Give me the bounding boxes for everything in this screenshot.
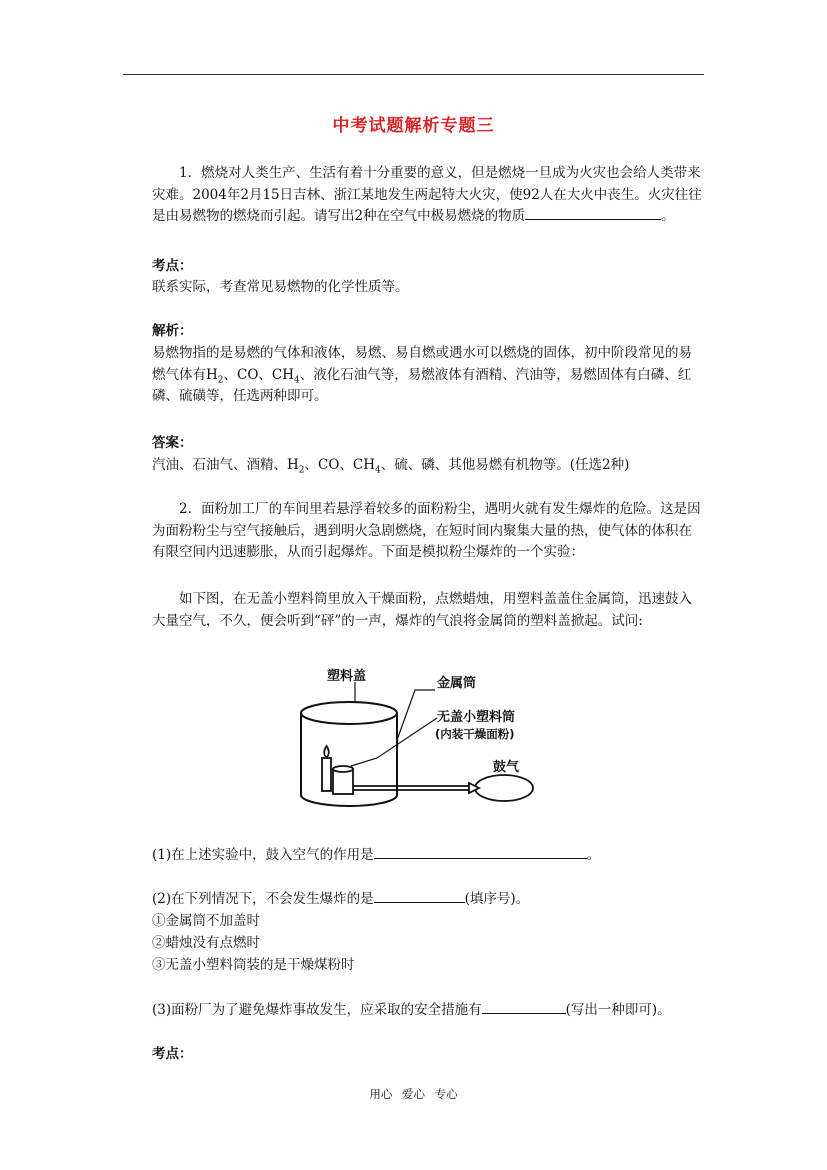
label-cup-note: (内装干燥面粉) [435, 727, 515, 741]
small-cup-shape [333, 766, 353, 794]
q1-kaodian-label: 考点： [152, 258, 193, 274]
experiment-figure [297, 660, 537, 820]
sub-question-2: (2)在下列情况下，不会发生爆炸的是 (填序号)。 [152, 891, 530, 907]
air-tube-shape [353, 775, 533, 801]
option-1: ①金属筒不加盖时 [152, 913, 260, 929]
sub-question-3: (3)面粉厂为了避免爆炸事故发生，应采取的安全措施有 (写出一种即可)。 [152, 1002, 671, 1018]
question-2-intro: 2．面粉加工厂的车间里若悬浮着较多的面粉粉尘，遇明火就有发生爆炸的危险。这是因为面粉粉尘与空气接触后，遇到明火急剧燃烧，在短时间内聚集大量的热，使气体的体积在有限空间内迅速膨胀，从而引起爆炸。下面是模拟粉尘爆炸的一个实验： [152, 501, 701, 560]
option-3: ③无盖小塑料筒装的是干燥煤粉时 [152, 957, 355, 973]
question-1: 1．燃烧对人类生产、生活有着十分重要的意义，但是燃烧一旦成为火灾也会给人类带来灾难。2004年2月15日吉林、浙江某地发生两起特大火灾，使92人在大火中丧生。火灾往往是由易燃物的燃烧而引起。请写出2种在空气中极易燃烧的物质 。 [152, 165, 702, 224]
sub-question-1: (1)在上述实验中，鼓入空气的作用是 。 [152, 847, 601, 863]
page-title: 中考试题解析专题三 [332, 116, 495, 136]
q1-jiexi-text: 易燃物指的是易燃的气体和液体，易燃、易自燃或遇水可以燃烧的固体，初中阶段常见的易燃气体有$H_2$、CO、$CH_4$、液化石油气等，易燃液体有酒精、汽油等，易燃固体有白磷、红磷、硫磺等，任选两种即可。 [152, 345, 692, 404]
q1-jiexi-label: 解析： [152, 323, 193, 339]
question-2-setup: 如下图，在无盖小塑料筒里放入干燥面粉，点燃蜡烛，用塑料盖盖住金属筒，迅速鼓入大量空气，不久，便会听到“砰”的一声，爆炸的气浪将金属筒的塑料盖掀起。试问: [152, 591, 692, 629]
label-lid: 塑料盖 [327, 669, 367, 684]
page-footer: 用心 爱心 专心 [369, 1087, 458, 1101]
q1-daan-text: 汽油、石油气、酒精、$H_2$、CO、$CH_4$、硫、磷、其他易燃有机物等。(任选2种) [152, 457, 630, 476]
label-cup: 无盖小塑料筒 [437, 710, 516, 725]
option-2: ②蜡烛没有点燃时 [152, 935, 260, 951]
q2-kaodian-label: 考点： [152, 1046, 193, 1062]
label-can: 金属筒 [437, 676, 477, 691]
header-rule [123, 74, 704, 75]
label-air: 鼓气 [493, 760, 520, 775]
candle-shape [322, 746, 331, 791]
q1-daan-label: 答案： [152, 435, 193, 451]
q1-kaodian-text: 联系实际，考查常见易燃物的化学性质等。 [152, 279, 409, 295]
